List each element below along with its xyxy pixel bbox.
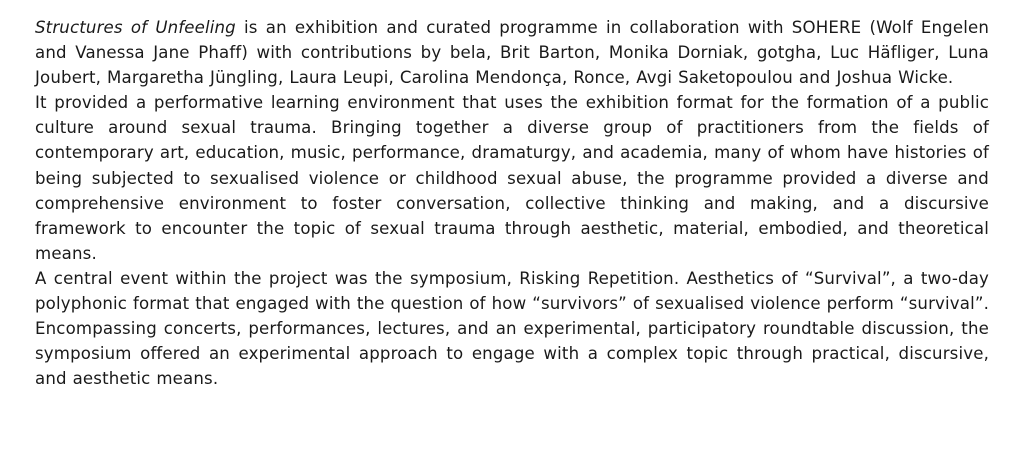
intro-paragraph xyxy=(35,15,989,90)
learning-environment-paragraph: It provided a performative learning environment that uses the exhibition format for the formation of a public culture around sexual trauma. Bringing together a diverse group of practitioners from the fields of contemporary art, education, music, performance, dramaturgy, and academia, many of whom have histories of being subjected to sexualised violence or childhood sexual abuse, the programme provided a diverse and comprehensive environment to foster conversation, collective thinking and making, and a discursive framework to encounter the topic of sexual trauma through aesthetic, material, embodied, and theoretical means. xyxy=(35,93,989,263)
intro-text: is an exhibition and curated programme in collaboration with SOHERE (Wolf Engelen and Vanessa Jane Phaff) with contributions by bela, Brit Barton, Monika Dorniak, gotgha, Luc Häfliger, Luna Joubert, Margaretha Jüngling, Laura Leupi, Carolina Mendonça, Ronce, Avgi Saketopoulou and Joshua Wicke. xyxy=(35,18,989,88)
exhibition-title: Structures of Unfeeling xyxy=(35,18,236,37)
symposium-paragraph: A central event within the project was the symposium, Risking Repetition. Aesthetics of “Survival”, a two-day polyphonic format that engaged with the question of how “survivors” of sexualised violence perform “survival”. Encompassing concerts, performances, lectures, and an experimental, participatory roundtable discussion, the symposium offered an experimental approach to engage with a complex topic through practical, discursive, and aesthetic means. xyxy=(35,268,989,389)
article-body xyxy=(35,15,989,391)
